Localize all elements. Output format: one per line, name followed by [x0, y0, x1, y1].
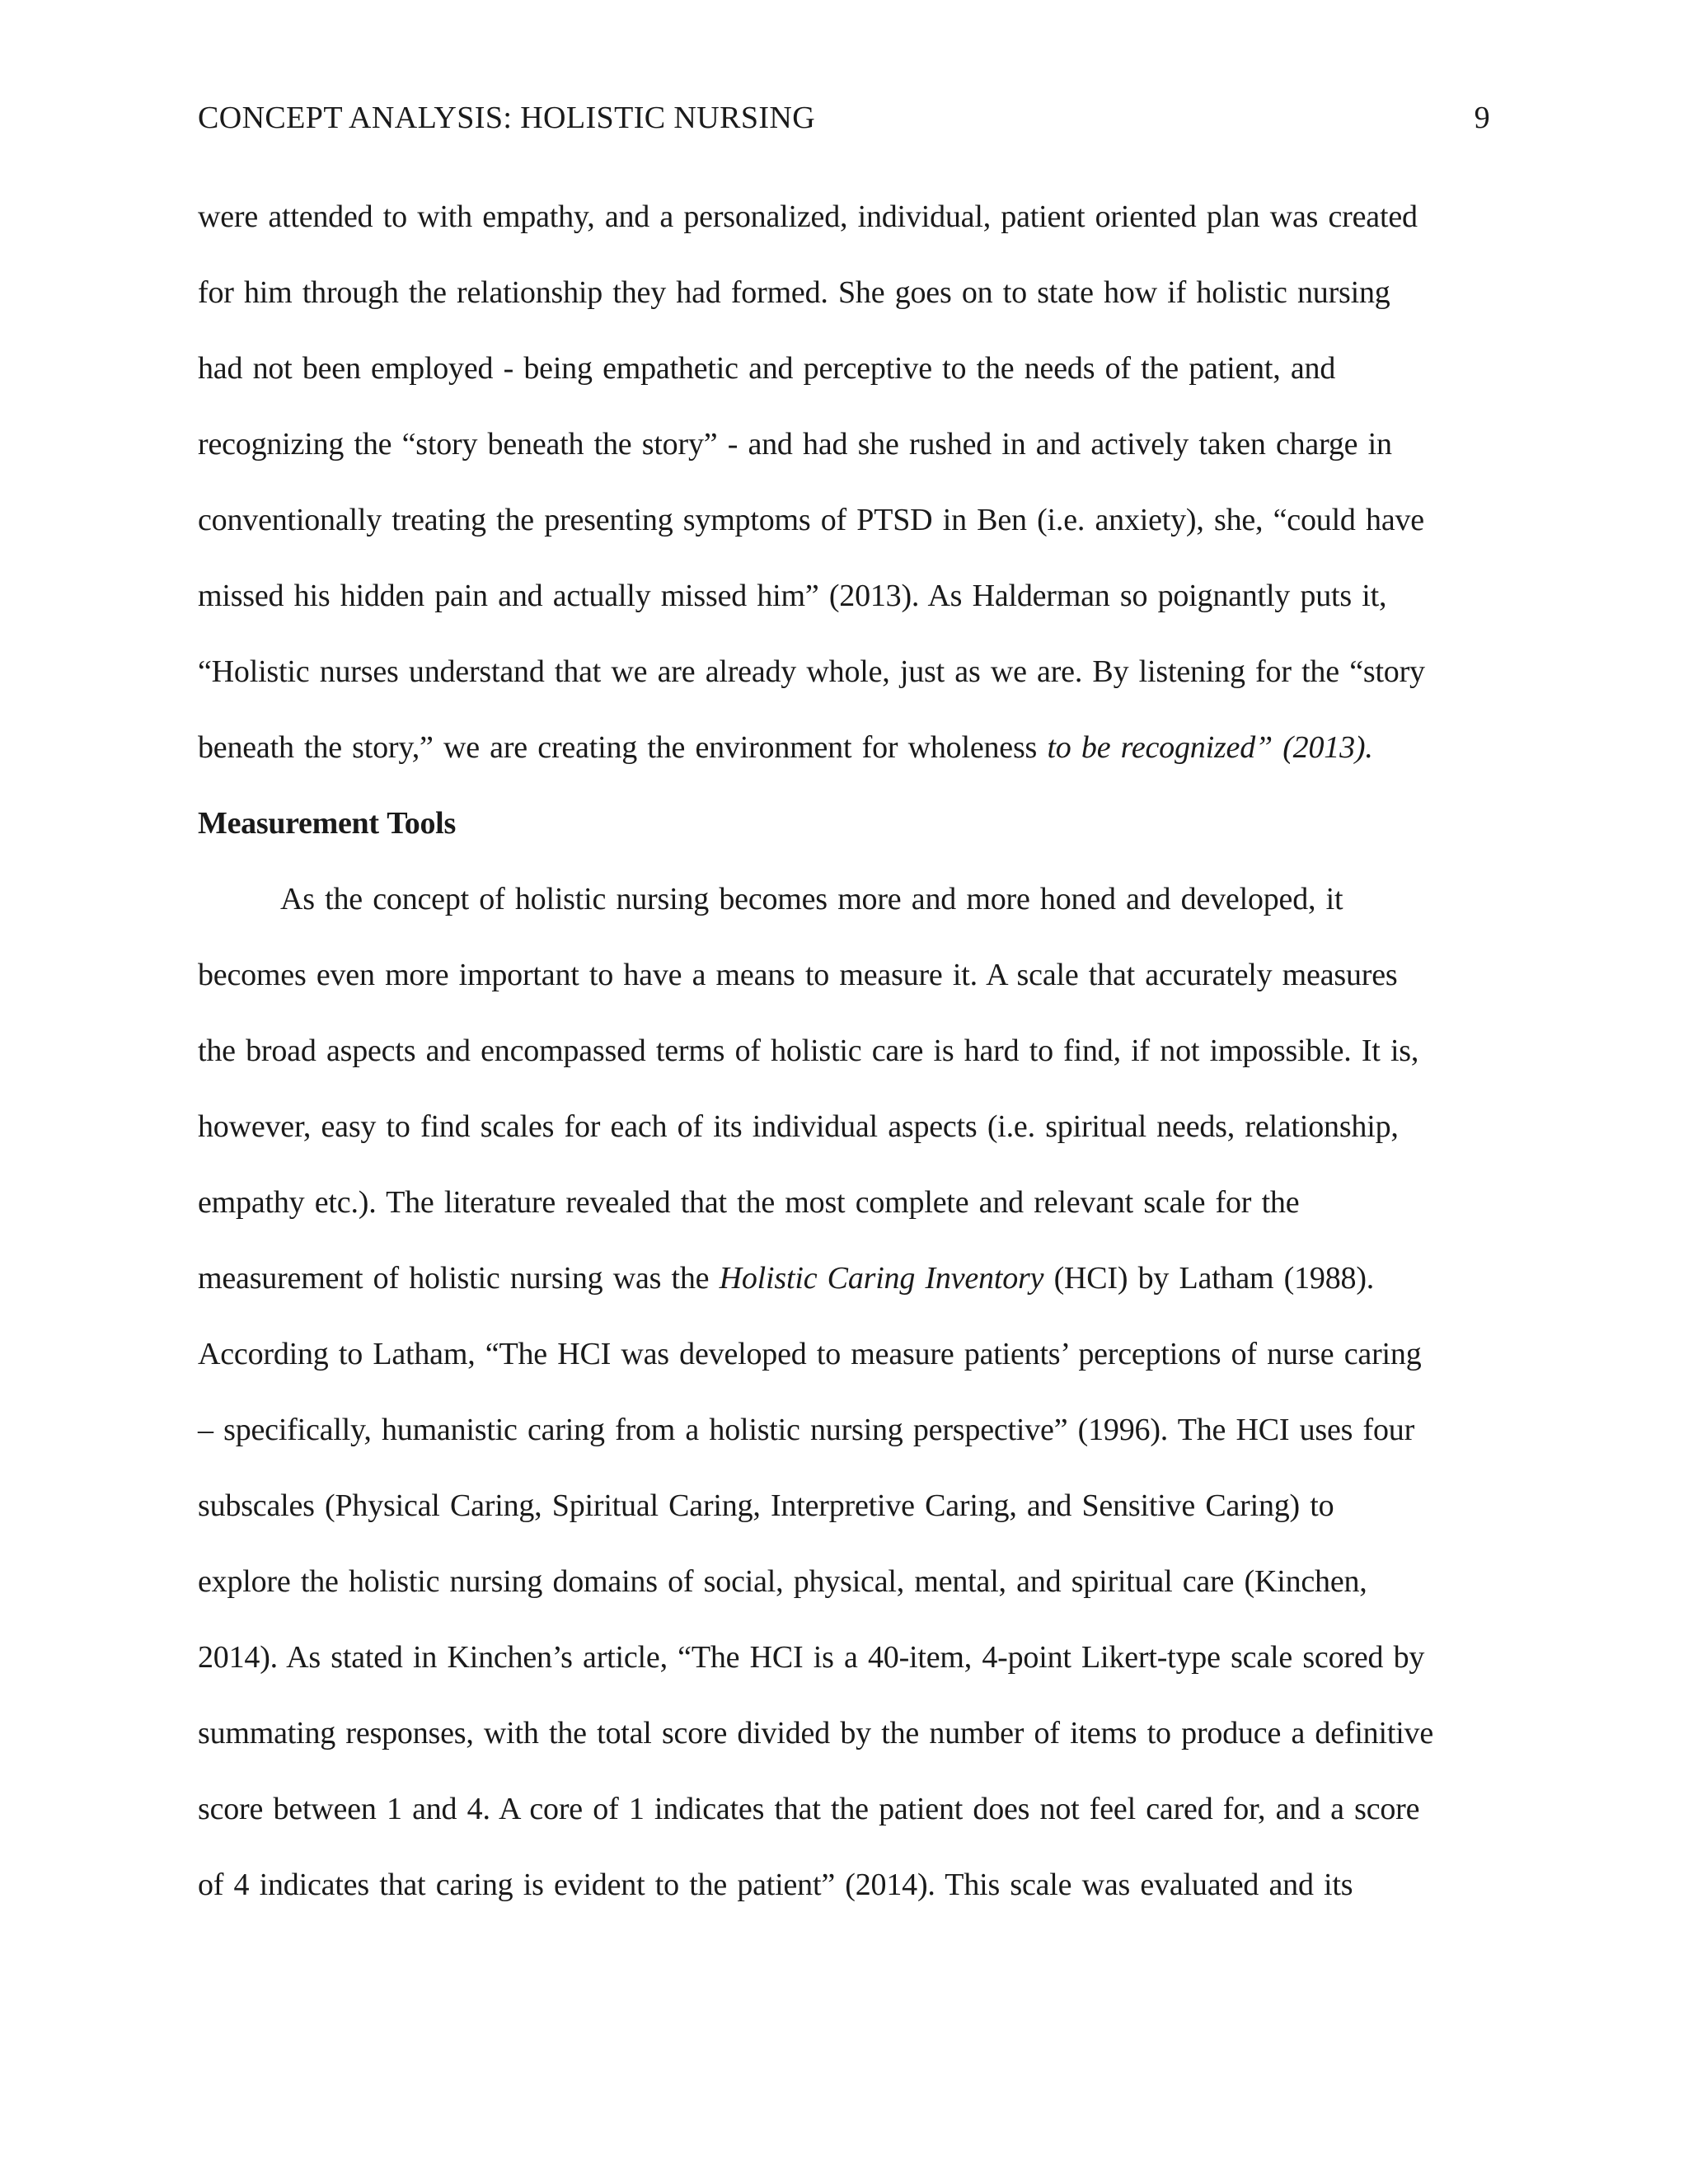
- body-line-text: (HCI) by Latham (1988).: [1043, 1261, 1375, 1296]
- body-line: subscales (Physical Caring, Spiritual Caring, Interpretive Caring, and Sensitive Caring) to: [198, 1488, 1334, 1523]
- body-line: of 4 indicates that caring is evident to the patient” (2014). This scale was evaluated and its: [198, 1868, 1353, 1902]
- body-line: score between 1 and 4. A core of 1 indicates that the patient does not feel cared for, and a score: [198, 1792, 1420, 1826]
- body-line: – specifically, humanistic caring from a holistic nursing perspective” (1996). The HCI uses four: [198, 1413, 1415, 1447]
- body-line: however, easy to find scales for each of its individual aspects (i.e. spiritual needs, relationship,: [198, 1109, 1399, 1144]
- body-line: [198, 1258, 1517, 1333]
- page-number: 9: [1474, 101, 1490, 135]
- body-line: recognizing the “story beneath the story” - and had she rushed in and actively taken charge in: [198, 427, 1392, 462]
- section-heading: Measurement Tools: [198, 806, 456, 841]
- paragraph-first-line: As the concept of holistic nursing becomes more and more honed and developed, it: [280, 882, 1343, 916]
- body-line: for him through the relationship they had formed. She goes on to state how if holistic nursing: [198, 275, 1390, 310]
- body-line-text: beneath the story,” we are creating the environment for wholeness: [198, 730, 1048, 765]
- running-head: [198, 97, 1490, 138]
- body-line: missed his hidden pain and actually missed him” (2013). As Halderman so poignantly puts it,: [198, 579, 1387, 613]
- body-line: 2014). As stated in Kinchen’s article, “The HCI is a 40-item, 4-point Likert-type scale scored by: [198, 1640, 1425, 1675]
- body-line: becomes even more important to have a means to measure it. A scale that accurately measures: [198, 958, 1398, 992]
- body-text: [198, 196, 1517, 1940]
- body-line: had not been employed - being empathetic and perceptive to the needs of the patient, and: [198, 351, 1336, 386]
- body-line: were attended to with empathy, and a personalized, individual, patient oriented plan was created: [198, 199, 1418, 234]
- instrument-title: Holistic Caring Inventory: [719, 1261, 1044, 1296]
- body-line-italic-text: to be recognized” (2013).: [1047, 730, 1373, 765]
- body-line-text: measurement of holistic nursing was the: [198, 1261, 720, 1296]
- body-line: explore the holistic nursing domains of social, physical, mental, and spiritual care (Kinchen,: [198, 1564, 1367, 1599]
- body-line: According to Latham, “The HCI was developed to measure patients’ perceptions of nurse caring: [198, 1337, 1422, 1371]
- body-line: summating responses, with the total score divided by the number of items to produce a definitive: [198, 1716, 1434, 1750]
- running-head-title: CONCEPT ANALYSIS: HOLISTIC NURSING: [198, 101, 816, 135]
- body-line: empathy etc.). The literature revealed that the most complete and relevant scale for the: [198, 1185, 1300, 1220]
- body-line: [198, 727, 1517, 803]
- body-line: “Holistic nurses understand that we are already whole, just as we are. By listening for the “story: [198, 654, 1425, 689]
- body-line: conventionally treating the presenting symptoms of PTSD in Ben (i.e. anxiety), she, “could have: [198, 503, 1424, 537]
- body-line: the broad aspects and encompassed terms of holistic care is hard to find, if not impossible. It is,: [198, 1033, 1419, 1068]
